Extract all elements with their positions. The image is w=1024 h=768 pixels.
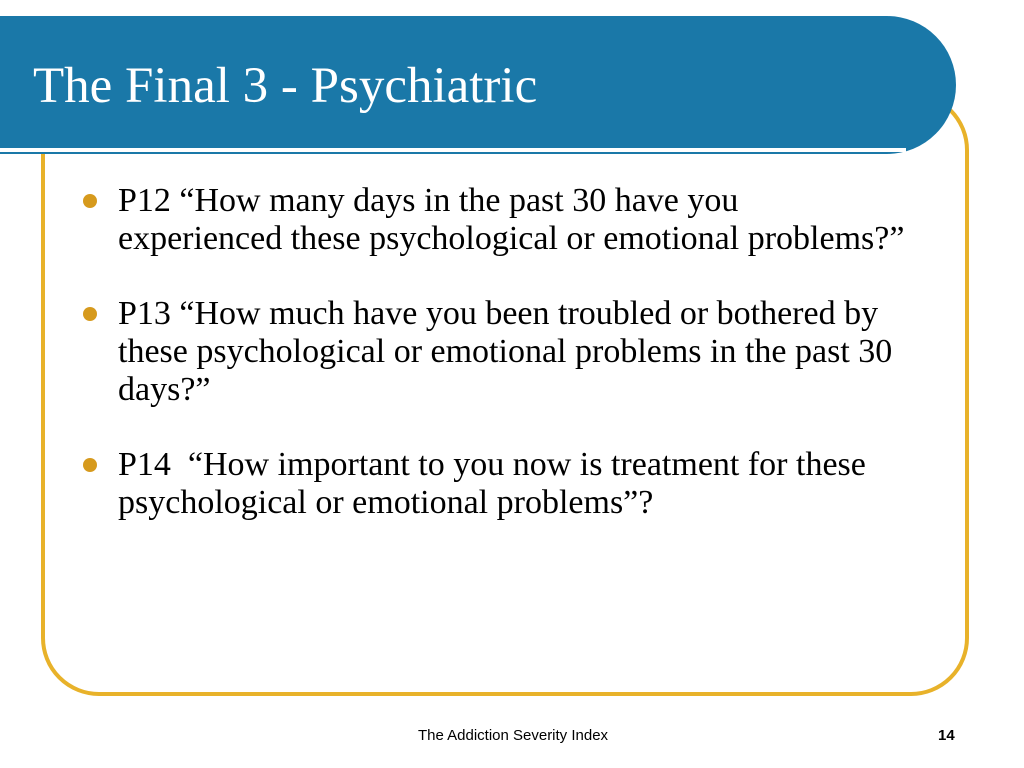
bullet-item-p14 xyxy=(80,446,910,522)
bullet-dot-icon xyxy=(83,307,97,321)
footer-text: The Addiction Severity Index xyxy=(417,727,609,744)
slide-title: The Final 3 - Psychiatric xyxy=(33,58,538,114)
bullet-text-p14: P14 “How important to you now is treatment for these psychological or emotional problems”? xyxy=(118,446,875,521)
page-number: 14 xyxy=(938,727,955,744)
title-underline xyxy=(0,148,906,152)
bullet-dot-icon xyxy=(83,194,97,208)
title-bar xyxy=(0,16,956,154)
bullet-text-p13: P13 “How much have you been troubled or bothered by these psychological or emotional problems in the past 30 days?” xyxy=(118,295,901,408)
bullet-text-p12: P12 “How many days in the past 30 have you experienced these psychological or emotional problems?” xyxy=(118,182,905,257)
bullet-item-p12 xyxy=(80,182,910,258)
bullet-item-p13 xyxy=(80,295,910,409)
bullet-dot-icon xyxy=(83,458,97,472)
bullet-list xyxy=(80,182,910,559)
